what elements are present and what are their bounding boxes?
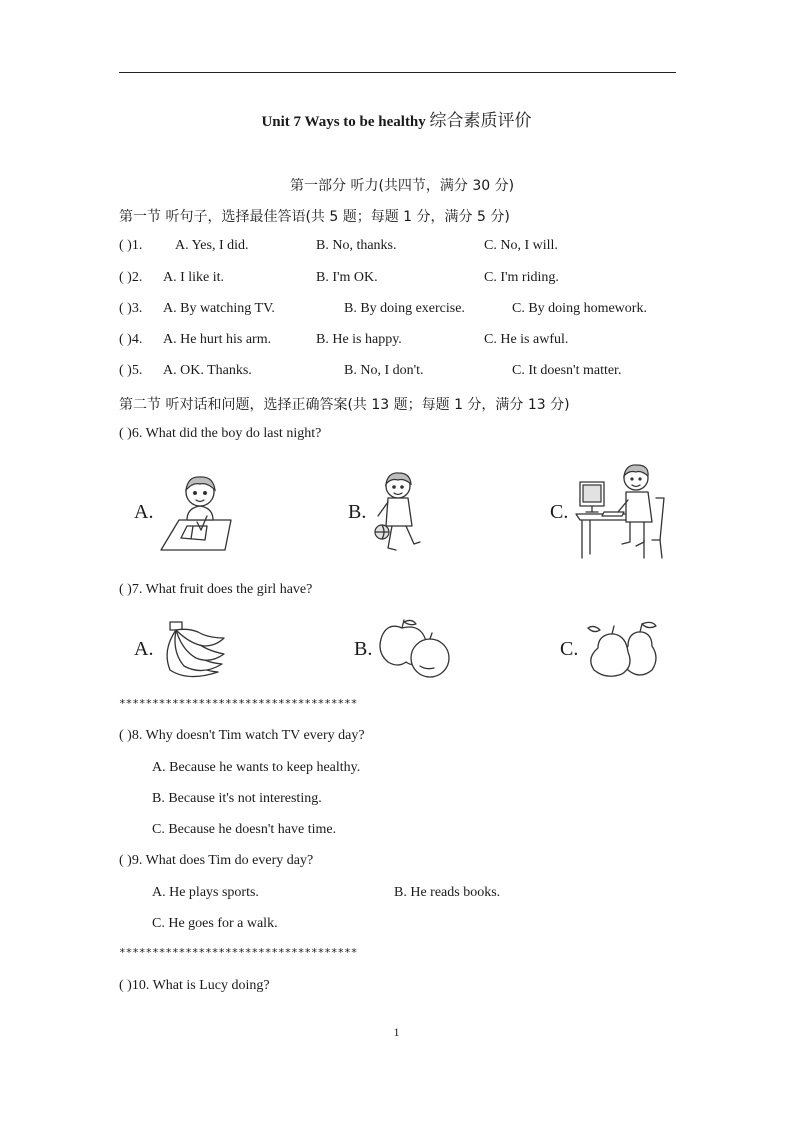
q6-label-a: A. <box>134 501 154 523</box>
section2-heading: 第二节 听对话和问题，选择正确答案(共 13 题；每题 1 分，满分 13 分) <box>119 397 570 413</box>
question-3-option-b: B. By doing exercise. <box>344 301 465 316</box>
boy-playing-basketball-image <box>370 468 425 556</box>
q6-label-c: C. <box>550 501 569 523</box>
question-2-option-a: A. I like it. <box>163 270 225 285</box>
question-9-text: ( )9. What does Tim do every day? <box>119 853 314 868</box>
question-4-option-b: B. He is happy. <box>316 332 402 347</box>
section1-heading: 第一节 听句子，选择最佳答语(共 5 题；每题 1 分，满分 5 分) <box>119 209 510 225</box>
q7-label-c: C. <box>560 638 579 660</box>
question-6-text: ( )6. What did the boy do last night? <box>119 426 322 441</box>
question-5-option-c: C. It doesn't matter. <box>512 363 622 378</box>
question-5-option-b: B. No, I don't. <box>344 363 424 378</box>
title-english: Unit 7 Ways to be healthy <box>261 114 426 130</box>
question-1-option-a: A. Yes, I did. <box>175 238 249 253</box>
question-8-option-c: C. Because he doesn't have time. <box>152 822 337 837</box>
question-4-option-c: C. He is awful. <box>484 332 569 347</box>
apples-image <box>376 618 452 680</box>
boy-doing-homework-image <box>155 470 235 555</box>
question-1-option-b: B. No, thanks. <box>316 238 397 253</box>
separator-stars-2: ************************************ <box>119 946 358 959</box>
question-8-option-a: A. Because he wants to keep healthy. <box>152 760 361 775</box>
question-10-text: ( )10. What is Lucy doing? <box>119 978 270 993</box>
question-2-number: ( )2. <box>119 270 143 285</box>
page-number: 1 <box>393 1025 400 1039</box>
title-chinese: 综合素质评价 <box>429 111 532 131</box>
question-9-option-b: B. He reads books. <box>394 885 501 900</box>
part-heading: 第一部分 听力(共四节，满分 30 分) <box>290 178 515 194</box>
question-2-option-b: B. I'm OK. <box>316 270 378 285</box>
pears-image <box>584 618 664 680</box>
question-4-option-a: A. He hurt his arm. <box>163 332 272 347</box>
question-8-text: ( )8. Why doesn't Tim watch TV every day? <box>119 728 365 743</box>
question-1-option-c: C. No, I will. <box>484 238 558 253</box>
question-9-option-a: A. He plays sports. <box>152 885 259 900</box>
question-3-option-c: C. By doing homework. <box>512 301 647 316</box>
question-8-option-b: B. Because it's not interesting. <box>152 791 322 806</box>
page-title <box>0 106 793 131</box>
question-3-number: ( )3. <box>119 301 143 316</box>
question-3-option-a: A. By watching TV. <box>163 301 275 316</box>
q6-label-b: B. <box>348 501 367 523</box>
question-7-text: ( )7. What fruit does the girl have? <box>119 582 313 597</box>
question-4-number: ( )4. <box>119 332 143 347</box>
question-5-option-a: A. OK. Thanks. <box>163 363 252 378</box>
question-2-option-c: C. I'm riding. <box>484 270 559 285</box>
q7-label-a: A. <box>134 638 154 660</box>
q7-label-b: B. <box>354 638 373 660</box>
bananas-image <box>158 620 228 682</box>
separator-stars-1: ************************************ <box>119 697 358 710</box>
question-9-option-c: C. He goes for a walk. <box>152 916 278 931</box>
question-5-number: ( )5. <box>119 363 143 378</box>
boy-using-computer-image <box>574 462 674 560</box>
question-1-number: ( )1. <box>119 238 143 253</box>
header-rule <box>119 72 676 73</box>
